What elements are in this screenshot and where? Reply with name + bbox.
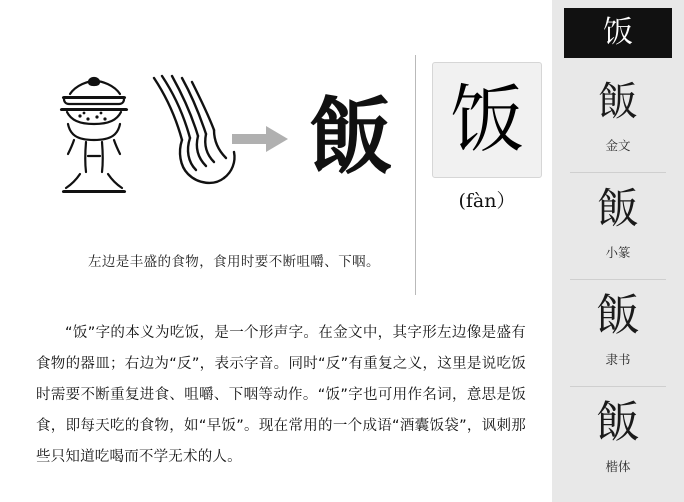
- food-vessel-drawing: [50, 72, 142, 197]
- vertical-divider: [415, 55, 416, 295]
- headword-card: [432, 62, 542, 178]
- script-glyph: 飯: [596, 290, 640, 341]
- illustration-caption: 左边是丰盛的食物，食用时要不断咀嚼、下咽。: [88, 254, 380, 270]
- hand-drawing: [148, 74, 240, 194]
- evolved-glyph: 飯: [308, 87, 393, 186]
- script-glyph: 飯: [596, 397, 640, 448]
- sidebar-title: 饭: [564, 8, 672, 58]
- script-list: [552, 66, 684, 494]
- explanation-paragraph: “饭”字的本义为吃饭，是一个形声字。在金文中，其字形左边像是盛有食物的器皿；右边为“反”，表示字音。同时“反”有重复之义，这里是说吃饭时需要不断重复进食、咀嚼、下咽等动作。“饭”字也可用作名词，意思是饭食，即每天吃的食物，如“早饭”。现在常用的一个成语“酒囊饭袋”，讽刺那些只知道吃喝而不学无术的人。: [36, 325, 526, 465]
- script-name: 隶书: [605, 352, 631, 367]
- script-name: 楷体: [605, 459, 631, 474]
- headword-pinyin: (fàn）: [458, 190, 516, 212]
- script-name: 小篆: [605, 245, 631, 260]
- script-glyph: 飯: [596, 184, 639, 233]
- script-item-lishu[interactable]: [552, 280, 684, 387]
- pictograph-drawing: [40, 72, 240, 197]
- headword-character: 饭: [450, 77, 524, 163]
- script-item-jinwen[interactable]: [552, 66, 684, 173]
- script-item-kaiti[interactable]: [552, 387, 684, 494]
- script-item-xiaozhuan[interactable]: [552, 173, 684, 280]
- script-name: 金文: [605, 138, 631, 153]
- script-sidebar: [552, 0, 684, 502]
- right-arrow-icon: [232, 126, 288, 152]
- script-glyph: 飯: [598, 79, 638, 125]
